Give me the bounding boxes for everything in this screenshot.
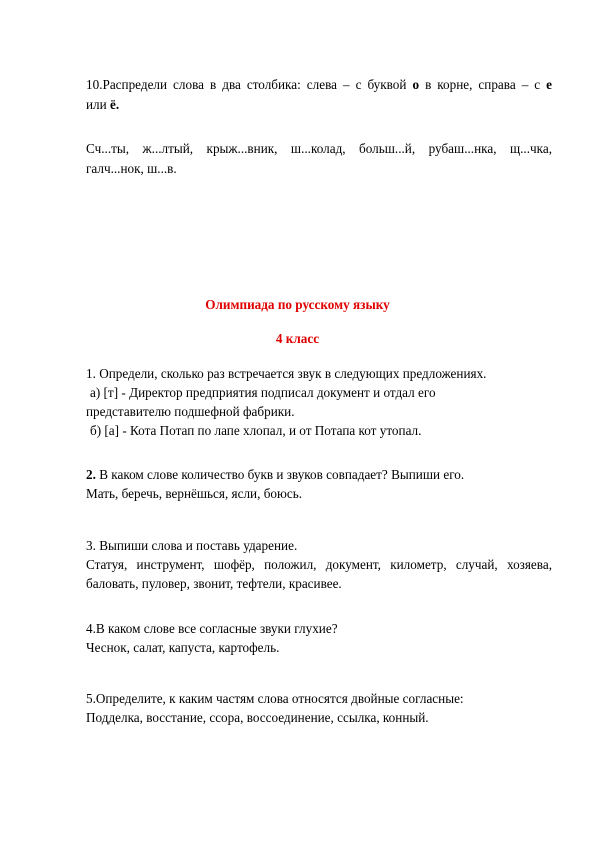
q2-number: 2. [86,467,96,482]
q4-question: 4.В каком слове все согласные звуки глухие? [86,621,338,636]
olympiad-grade: 4 класс [275,331,320,346]
task10-instruction-line1 [86,77,552,93]
task10-letter-e: е [546,77,553,92]
task10-intro-text: 10.Распредели слова в два столбика: слева – с буквой [86,77,407,92]
q5-question: 5.Определите, к каким частям слова относятся двойные согласные: [86,691,464,706]
task10-intro-text-2: в корне, справа – с [425,77,541,92]
q3-question: 3. Выпиши слова и поставь ударение. [86,538,298,553]
task10-instruction-line2 [86,97,119,113]
q5-words: Подделка, восстание, ссора, воссоединение, ссылка, конный. [86,710,429,725]
q4-words: Чеснок, салат, капуста, картофель. [86,640,280,655]
q2-words: Мать, беречь, вернёшься, ясли, боюсь. [86,486,303,501]
task10-letter-yo: ё. [110,97,120,112]
q2-question-text: В каком слове количество букв и звуков совпадает? Выпиши его. [95,467,465,482]
task10-words-line2: галч...нок, ш...в. [86,161,177,176]
q3-words-line2: баловать, пуловер, звонит, тефтели, красивее. [86,576,342,591]
task10-intro-text-3: или [86,97,107,112]
task10-words-line1: Сч...ты, ж...лтый, крыж...вник, ш...колад, больш...й, рубаш...нка, щ...чка, [86,141,552,156]
q2-question [86,467,464,483]
q1-question: 1. Определи, сколько раз встречается звук в следующих предложениях. [86,366,487,381]
q3-words-line1: Статуя, инструмент, шофёр, положил, документ, километр, случай, хозяева, [86,557,552,572]
olympiad-title: Олимпиада по русскому языку [205,297,390,312]
task10-letter-o: о [412,77,420,92]
q1-item-a-line2: представителю подшефной фабрики. [86,404,295,419]
q1-item-a-line1: а) [т] - Директор предприятия подписал документ и отдал его [90,385,436,400]
q1-item-b: б) [а] - Кота Потап по лапе хлопал, и от Потапа кот утопал. [90,423,422,438]
